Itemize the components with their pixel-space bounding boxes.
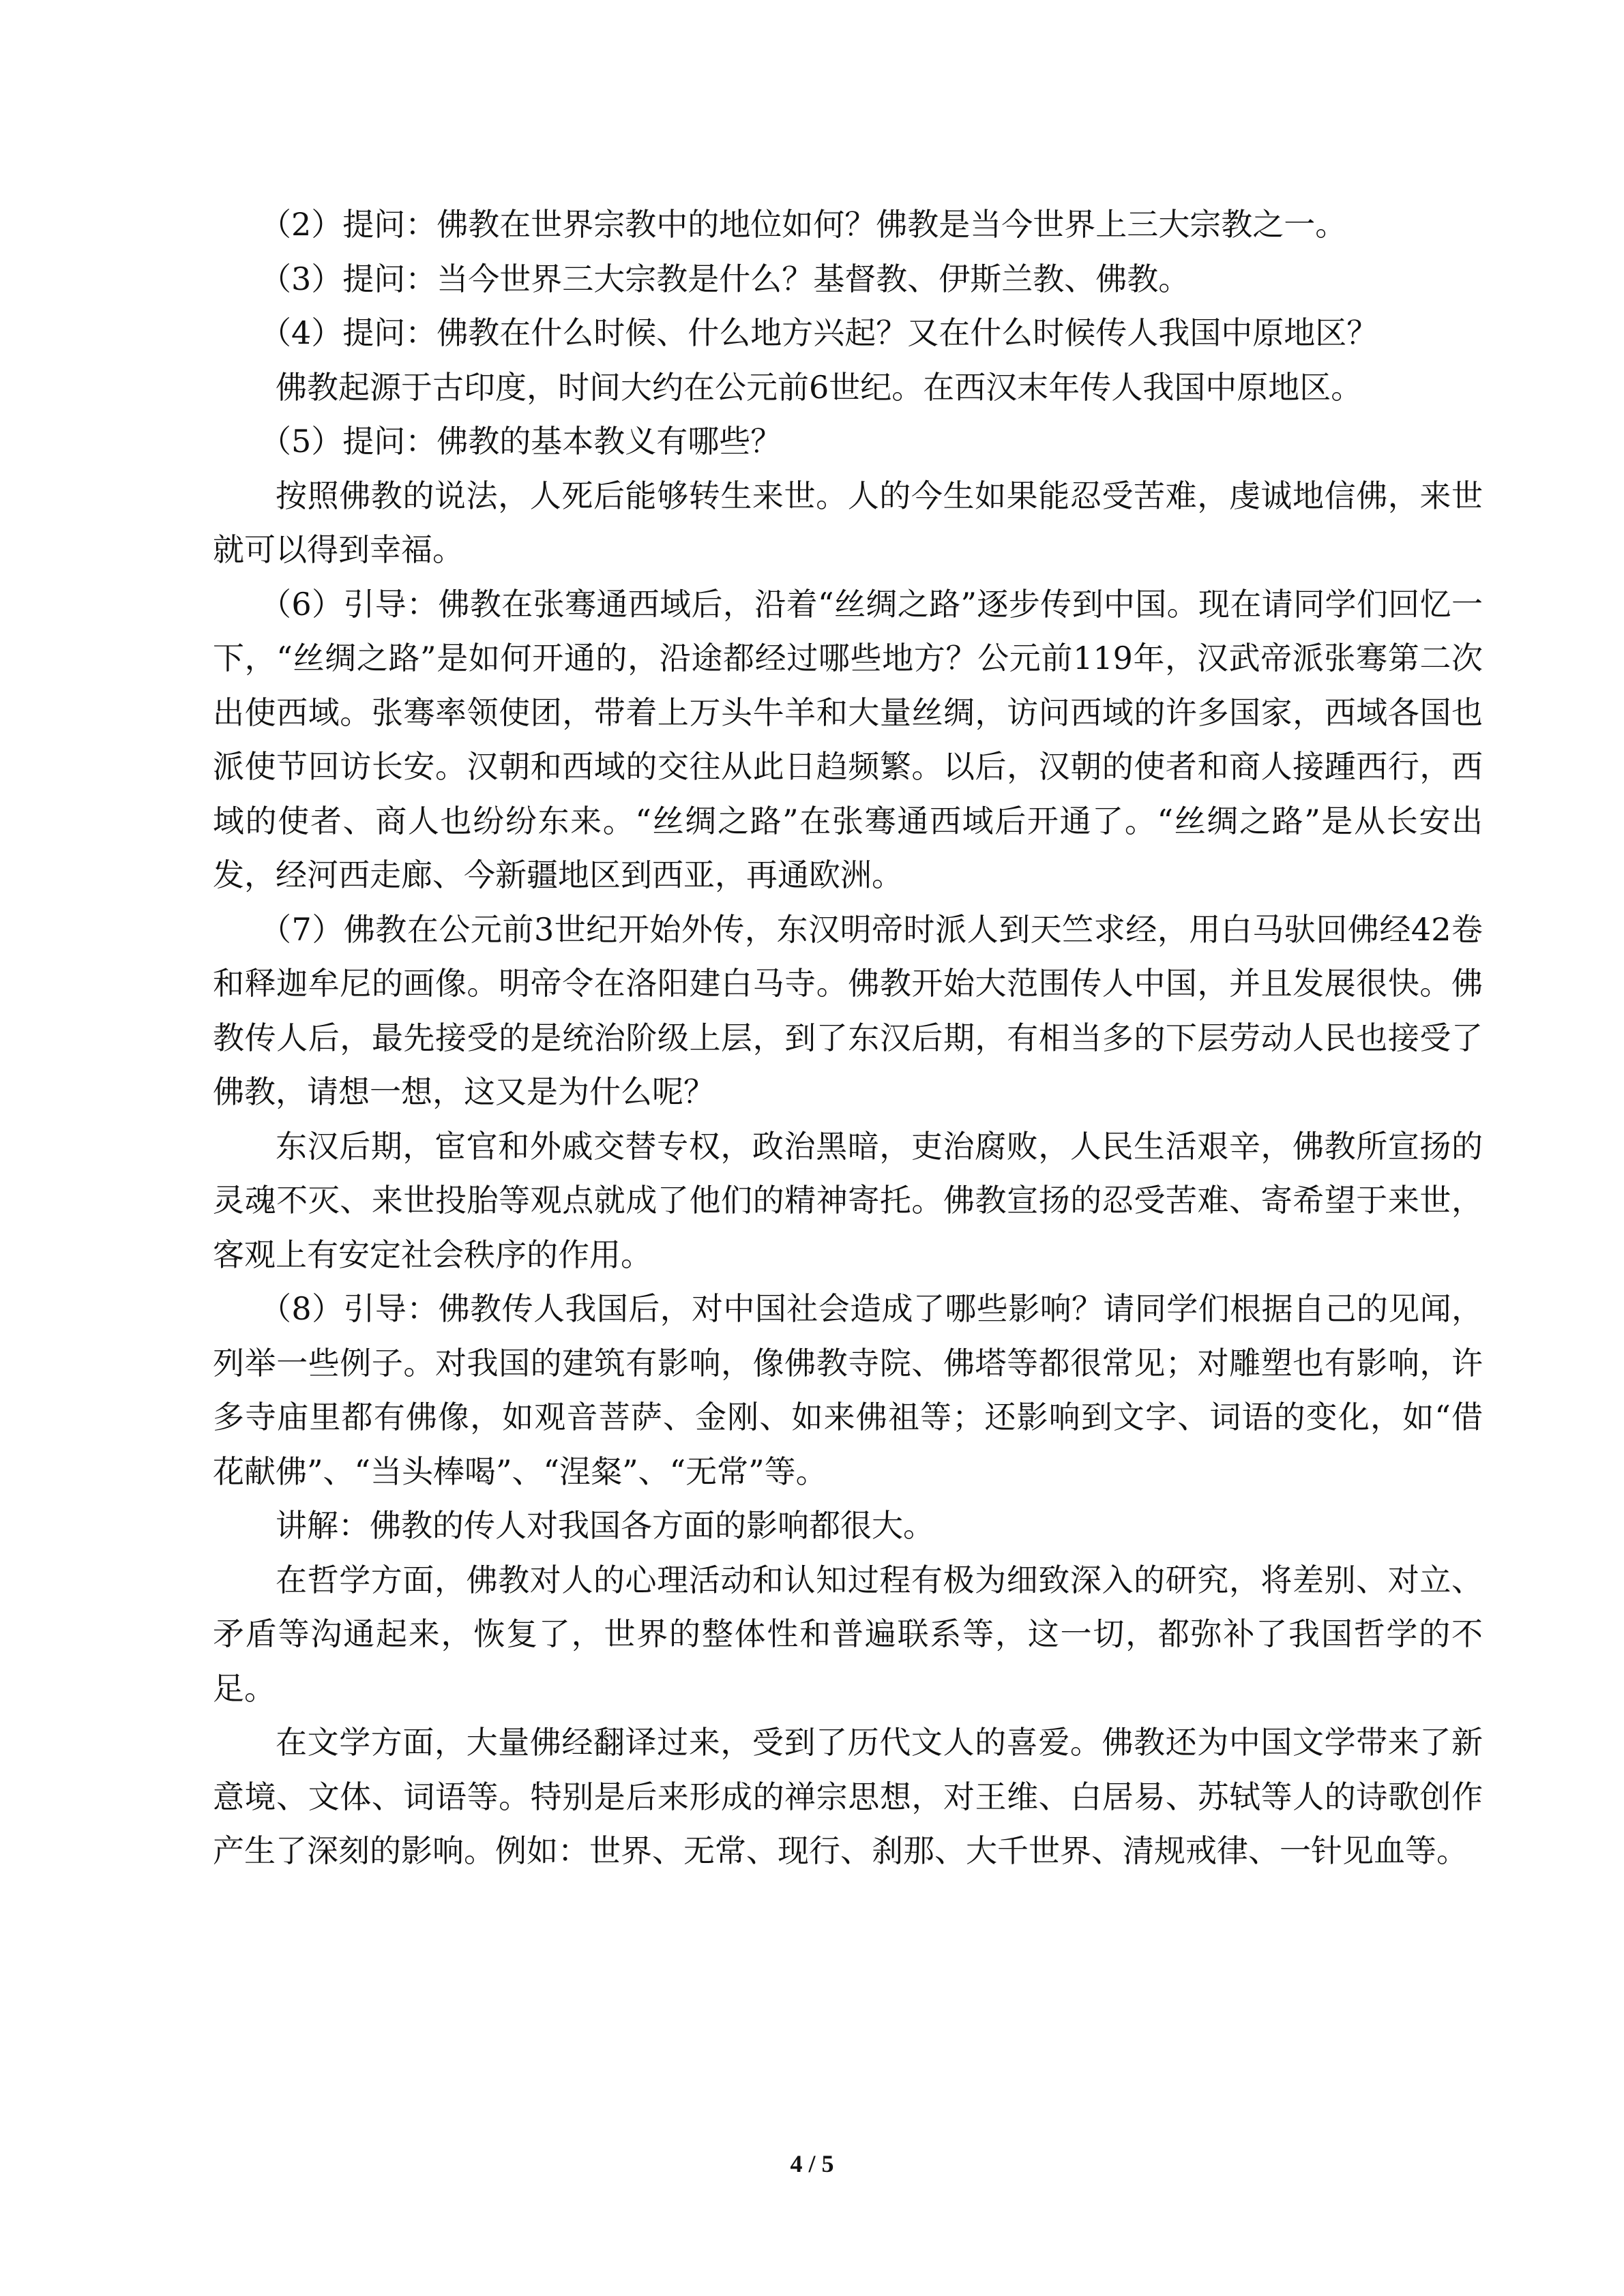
page-number: 4 / 5	[790, 2150, 834, 2177]
paragraph-guide-6: （6）引导：佛教在张骞通西域后，沿着“丝绸之路”逐步传到中国。现在请同学们回忆一下，“丝绸之路”是如何开通的，沿途都经过哪些地方？公元前119年，汉武帝派张骞第二次出使西域。张骞率领使团，带着上万头牛羊和大量丝绸，访问西域的许多国家，西域各国也派使节回访长安。汉朝和西域的交往从此日趋频繁。以后，汉朝的使者和商人接踵西行，西域的使者、商人也纷纷东来。“丝绸之路”在张骞通西域后开通了。“丝绸之路”是从长安出发，经河西走廊、今新疆地区到西亚，再通欧洲。	[213, 585, 1483, 893]
paragraph-explanation: 讲解：佛教的传人对我国各方面的影响都很大。	[276, 1507, 934, 1544]
paragraph-question-3: （3）提问：当今世界三大宗教是什么？基督教、伊斯兰教、佛教。	[260, 260, 1190, 297]
paragraph-answer-4: 佛教起源于古印度，时间大约在公元前6世纪。在西汉末年传人我国中原地区。	[276, 368, 1363, 406]
paragraph-answer-7: 东汉后期，宦官和外戚交替专权，政治黑暗，吏治腐败，人民生活艰辛，佛教所宣扬的灵魂不灭、来世投胎等观点就成了他们的精神寄托。佛教宣扬的忍受苦难、寄希望于来世，客观上有安定社会秩序的作用。	[213, 1127, 1483, 1273]
paragraph-question-2: （2）提问：佛教在世界宗教中的地位如何？佛教是当今世界上三大宗教之一。	[260, 206, 1347, 243]
paragraph-question-4: （4）提问：佛教在什么时候、什么地方兴起？又在什么时候传人我国中原地区？	[260, 314, 1378, 351]
paragraph-answer-5: 按照佛教的说法，人死后能够转生来世。人的今生如果能忍受苦难，虔诚地信佛，来世就可以得到幸福。	[213, 477, 1483, 568]
document-body	[213, 198, 1483, 1879]
paragraph-guide-8: （8）引导：佛教传人我国后，对中国社会造成了哪些影响？请同学们根据自己的见闻，列举一些例子。对我国的建筑有影响，像佛教寺院、佛塔等都很常见；对雕塑也有影响，许多寺庙里都有佛像，如观音菩萨、金刚、如来佛祖等；还影响到文字、词语的变化，如“借花献佛”、“当头棒喝”、“涅粲”、“无常”等。	[213, 1290, 1483, 1490]
paragraph-item-7: （7）佛教在公元前3世纪开始外传，东汉明帝时派人到天竺求经，用白马驮回佛经42卷和释迦牟尼的画像。明帝令在洛阳建白马寺。佛教开始大范围传人中国，并且发展很快。佛教传人后，最先接受的是统治阶级上层，到了东汉后期，有相当多的下层劳动人民也接受了佛教，请想一想，这又是为什么呢？	[213, 910, 1483, 1110]
paragraph-question-5: （5）提问：佛教的基本教义有哪些？	[260, 423, 782, 460]
paragraph-literature: 在文学方面，大量佛经翻译过来，受到了历代文人的喜爱。佛教还为中国文学带来了新意境、文体、词语等。特别是后来形成的禅宗思想，对王维、白居易、苏轼等人的诗歌创作产生了深刻的影响。例如：世界、无常、现行、刹那、大千世界、清规戒律、一针见血等。	[213, 1724, 1483, 1869]
paragraph-philosophy: 在哲学方面，佛教对人的心理活动和认知过程有极为细致深入的研究，将差别、对立、矛盾等沟通起来，恢复了，世界的整体性和普遍联系等，这一切，都弥补了我国哲学的不足。	[213, 1561, 1483, 1707]
